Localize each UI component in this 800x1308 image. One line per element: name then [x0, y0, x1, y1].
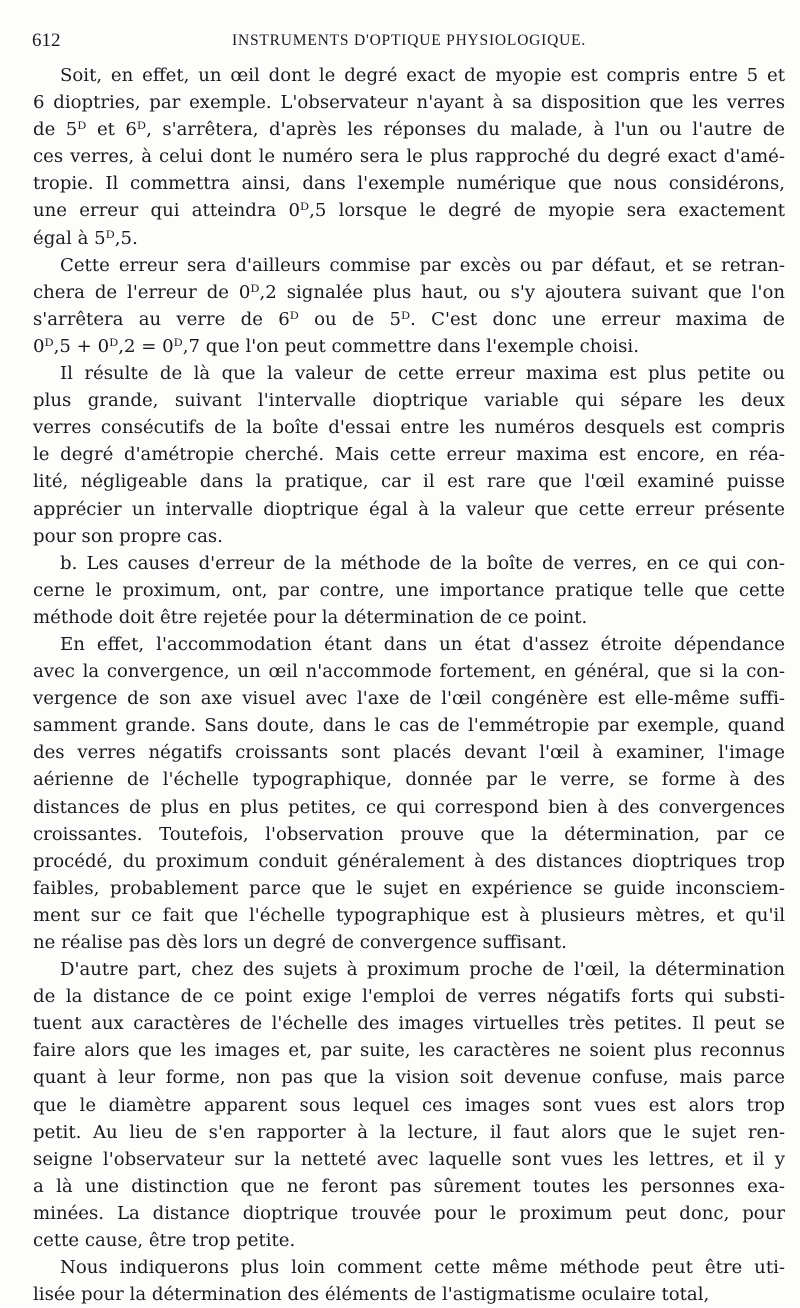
paragraph: [33, 631, 785, 956]
text-line: seigne l'observateur sur la netteté avec laquelle sont vues les lettres, et il y: [33, 1148, 785, 1170]
paragraph: [33, 956, 785, 1254]
text-line: b. Les causes d'erreur de la méthode de la boîte de verres, en ce qui con-: [60, 552, 785, 574]
text-line: Il résulte de là que la valeur de cette erreur maxima est plus petite ou: [60, 363, 785, 385]
text-line: ne réalise pas dès lors un degré de convergence suffisant.: [33, 932, 567, 953]
text-line: Cette erreur sera d'ailleurs commise par excès ou par défaut, et se retran-: [60, 254, 785, 276]
paragraph: [33, 550, 785, 631]
text-line: une erreur qui atteindra 0ᴰ,5 lorsque le degré de myopie sera exactement: [33, 200, 785, 222]
text-line: lité, négligeable dans la pratique, car il est rare que l'œil examiné puisse: [33, 471, 785, 493]
text-line: s'arrêtera au verre de 6ᴰ ou de 5ᴰ. C'est donc une erreur maxima de: [33, 308, 785, 330]
text-line: des verres négatifs croissants sont placés devant l'œil à examiner, l'image: [33, 742, 785, 764]
body-text: [33, 62, 785, 1308]
text-line: ment sur ce fait que l'échelle typographique est à plusieurs mètres, et qu'il: [33, 904, 785, 926]
text-line: En effet, l'accommodation étant dans un état d'assez étroite dépendance: [60, 633, 785, 655]
text-line: cette cause, être trop petite.: [33, 1230, 296, 1252]
running-title: INSTRUMENTS D'OPTIQUE PHYSIOLOGIQUE.: [232, 32, 587, 49]
text-line: vergence de son axe visuel avec l'axe de l'œil congénère est elle-même suffi-: [33, 688, 785, 710]
text-line: quant à leur forme, non pas que la vision soit devenue confuse, mais parce: [33, 1067, 785, 1089]
text-line: petit. Au lieu de s'en rapporter à la lecture, il faut alors que le sujet ren-: [33, 1121, 785, 1143]
text-line: Soit, en effet, un œil dont le degré exact de myopie est compris entre 5 et: [60, 65, 785, 86]
text-line: procédé, du proximum conduit généralement à des distances dioptriques trop: [33, 850, 785, 872]
text-line: distances de plus en plus petites, ce qui correspond bien à des convergences: [33, 796, 785, 818]
text-line: de 5ᴰ et 6ᴰ, s'arrêtera, d'après les réponses du malade, à l'un ou l'autre de: [33, 119, 785, 141]
text-line: aérienne de l'échelle typographique, donnée par le verre, se forme à des: [33, 769, 785, 791]
text-line: avec la convergence, un œil n'accommode fortement, en général, que si la con-: [33, 661, 785, 683]
text-line: que le diamètre apparent sous lequel ces images sont vues est alors trop: [33, 1094, 785, 1116]
text-line: ces verres, à celui dont le numéro sera le plus rapproché du degré exact d'amé-: [33, 146, 785, 168]
text-line: lisée pour la détermination des éléments de l'astigmatisme oculaire total,: [33, 1284, 710, 1306]
text-line: minées. La distance dioptrique trouvée pour le proximum peut donc, pour: [33, 1202, 785, 1224]
text-line: tuent aux caractères de l'échelle des images virtuelles très petites. Il peut se: [33, 1013, 785, 1035]
text-line: D'autre part, chez des sujets à proximum proche de l'œil, la détermination: [60, 959, 785, 981]
text-line: 6 dioptries, par exemple. L'observateur n'ayant à sa disposition que les verres: [33, 92, 785, 114]
text-line: apprécier un intervalle dioptrique égal à la valeur que cette erreur présente: [33, 498, 785, 520]
paragraph: [33, 62, 785, 252]
page-number: 612: [32, 30, 61, 51]
text-line: verres consécutifs de la boîte d'essai entre les numéros desquels est compris: [33, 417, 785, 439]
text-line: cerne le proximum, ont, par contre, une importance pratique telle que cette: [33, 579, 785, 601]
text-line: chera de l'erreur de 0ᴰ,2 signalée plus haut, ou s'y ajoutera suivant que l'on: [33, 281, 785, 303]
paragraph: [33, 1254, 785, 1308]
paragraph: [33, 252, 785, 360]
text-line: plus grande, suivant l'intervalle dioptrique variable qui sépare les deux: [33, 390, 785, 412]
text-line: méthode doit être rejetée pour la détermination de ce point.: [33, 606, 588, 628]
text-line: 0ᴰ,5 + 0ᴰ,2 = 0ᴰ,7 que l'on peut commettre dans l'exemple choisi.: [33, 335, 639, 357]
text-line: le degré d'amétropie cherché. Mais cette erreur maxima est encore, en réa-: [33, 444, 785, 466]
paragraph: [33, 360, 785, 550]
text-line: égal à 5ᴰ,5.: [33, 227, 138, 249]
page-header: [32, 30, 780, 54]
text-line: samment grande. Sans doute, dans le cas de l'emmétropie par exemple, quand: [33, 715, 785, 737]
text-line: croissantes. Toutefois, l'observation prouve que la détermination, par ce: [33, 823, 785, 845]
text-line: faibles, probablement parce que le sujet en expérience se guide inconsciem-: [33, 877, 785, 899]
text-line: Nous indiquerons plus loin comment cette même méthode peut être uti-: [60, 1257, 785, 1279]
text-line: faire alors que les images et, par suite, les caractères ne soient plus reconnus: [33, 1040, 785, 1062]
text-line: de la distance de ce point exige l'emploi de verres négatifs forts qui substi-: [33, 986, 785, 1008]
text-line: tropie. Il commettra ainsi, dans l'exemple numérique que nous considérons,: [33, 173, 785, 195]
text-line: a là une distinction que ne feront pas sûrement toutes les personnes exa-: [33, 1175, 785, 1197]
text-line: pour son propre cas.: [33, 525, 223, 547]
